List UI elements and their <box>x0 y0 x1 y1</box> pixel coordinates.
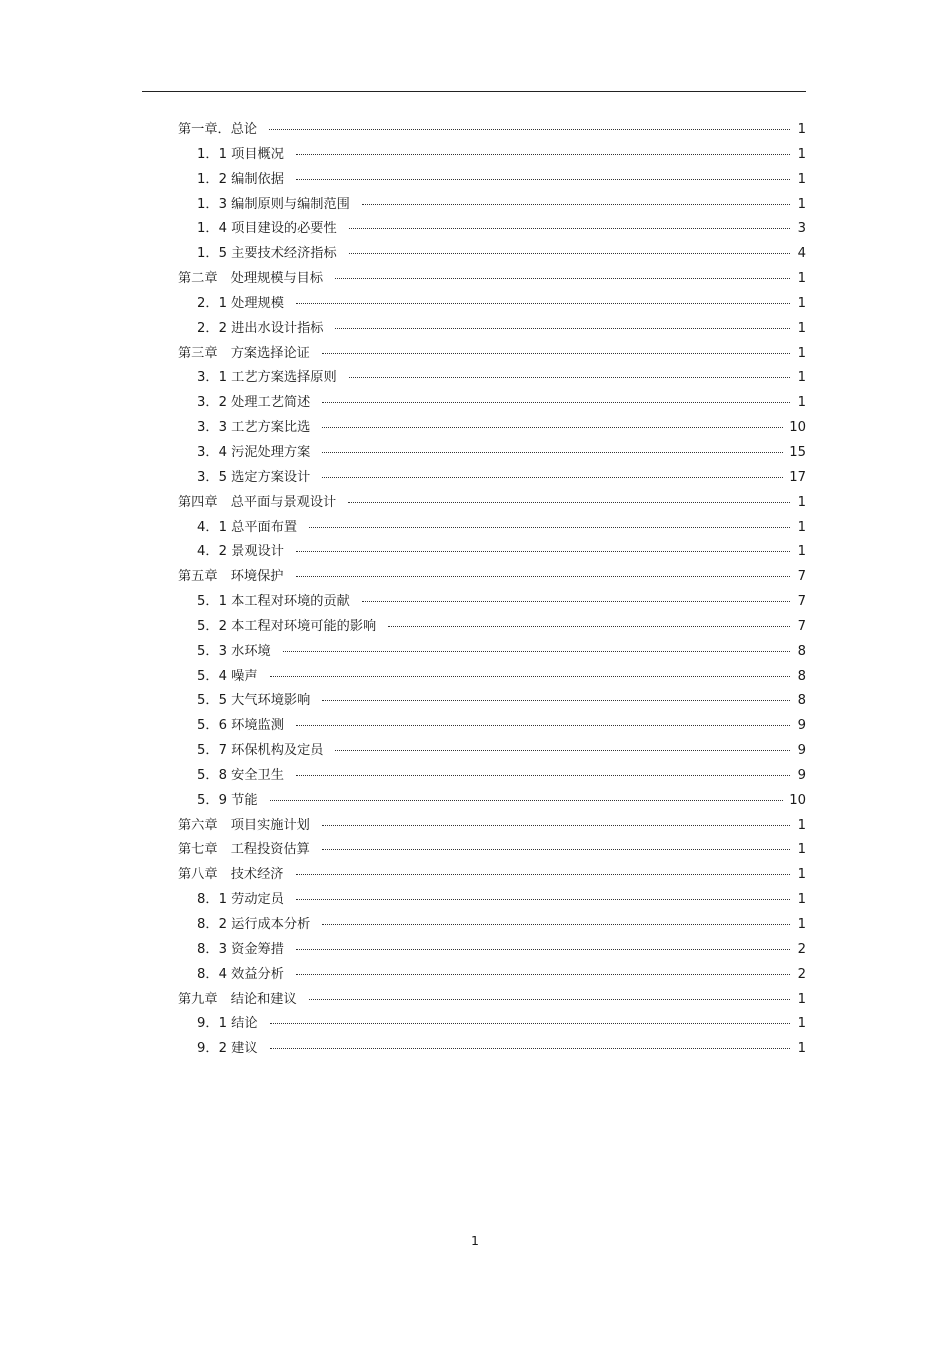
toc-dot-leader <box>309 999 790 1000</box>
toc-entry-page: 17 <box>789 469 806 485</box>
toc-section-entry[interactable] <box>178 441 806 466</box>
toc-entry-page: 1 <box>797 892 806 908</box>
toc-section-entry[interactable] <box>178 938 806 963</box>
toc-entry-label: 5．8 安全卫生 <box>197 767 284 783</box>
toc-section-entry[interactable] <box>178 1037 806 1062</box>
toc-entry-label: 1．4 项目建设的必要性 <box>197 221 337 237</box>
toc-entry-page: 9 <box>797 743 806 759</box>
toc-dot-leader <box>335 750 790 751</box>
toc-dot-leader <box>322 477 783 478</box>
toc-dot-leader <box>296 874 791 875</box>
toc-entry-page: 7 <box>797 569 806 585</box>
toc-entry-label: 第八章 技术经济 <box>178 867 284 883</box>
toc-section-entry[interactable] <box>178 714 806 739</box>
toc-dot-leader <box>283 651 790 652</box>
toc-entry-page: 1 <box>797 867 806 883</box>
toc-entry-label: 第九章 结论和建议 <box>178 991 297 1007</box>
toc-section-entry[interactable] <box>178 764 806 789</box>
toc-entry-page: 8 <box>797 643 806 659</box>
toc-section-entry[interactable] <box>178 739 806 764</box>
toc-entry-label: 5．3 水环境 <box>197 643 271 659</box>
toc-entry-label: 3．2 处理工艺简述 <box>197 395 311 411</box>
toc-section-entry[interactable] <box>178 540 806 565</box>
toc-section-entry[interactable] <box>178 193 806 218</box>
toc-entry-label: 4．2 景观设计 <box>197 544 284 560</box>
toc-entry-label: 第六章 项目实施计划 <box>178 817 310 833</box>
toc-entry-page: 10 <box>789 792 806 808</box>
toc-entry-page: 1 <box>797 196 806 212</box>
toc-dot-leader <box>322 402 790 403</box>
toc-entry-page: 7 <box>797 618 806 634</box>
toc-entry-label: 4．1 总平面布置 <box>197 519 298 535</box>
toc-section-entry[interactable] <box>178 665 806 690</box>
toc-dot-leader <box>296 725 790 726</box>
toc-section-entry[interactable] <box>178 317 806 342</box>
toc-entry-label: 2．2 进出水设计指标 <box>197 320 324 336</box>
toc-entry-label: 9．1 结论 <box>197 1016 258 1032</box>
toc-entry-label: 第七章 工程投资估算 <box>178 842 310 858</box>
toc-dot-leader <box>270 676 790 677</box>
toc-entry-label: 5．5 大气环境影响 <box>197 693 311 709</box>
toc-entry-page: 8 <box>797 693 806 709</box>
toc-dot-leader <box>296 179 790 180</box>
toc-dot-leader <box>349 377 790 378</box>
toc-chapter-entry[interactable] <box>178 838 806 863</box>
toc-entry-label: 3．3 工艺方案比选 <box>197 420 311 436</box>
toc-entry-page: 10 <box>789 420 806 436</box>
toc-entry-label: 5．1 本工程对环境的贡献 <box>197 594 350 610</box>
toc-dot-leader <box>270 1048 790 1049</box>
toc-entry-page: 3 <box>797 221 806 237</box>
toc-entry-page: 9 <box>797 767 806 783</box>
toc-dot-leader <box>296 576 791 577</box>
toc-entry-label: 3．5 选定方案设计 <box>197 469 311 485</box>
toc-chapter-entry[interactable] <box>178 814 806 839</box>
toc-entry-label: 5．2 本工程对环境可能的影响 <box>197 618 377 634</box>
toc-entry-label: 3．4 污泥处理方案 <box>197 444 311 460</box>
toc-section-entry[interactable] <box>178 1012 806 1037</box>
toc-dot-leader <box>269 129 790 130</box>
toc-entry-label: 1．1 项目概况 <box>197 146 284 162</box>
toc-dot-leader <box>322 924 790 925</box>
table-of-contents <box>178 118 806 1062</box>
toc-entry-page: 1 <box>797 519 806 535</box>
toc-dot-leader <box>296 899 790 900</box>
toc-dot-leader <box>322 353 790 354</box>
toc-section-entry[interactable] <box>178 366 806 391</box>
toc-dot-leader <box>270 800 784 801</box>
toc-entry-page: 2 <box>797 941 806 957</box>
toc-dot-leader <box>335 278 790 279</box>
toc-dot-leader <box>296 949 790 950</box>
toc-section-entry[interactable] <box>178 391 806 416</box>
toc-entry-page: 8 <box>797 668 806 684</box>
toc-entry-page: 7 <box>797 594 806 610</box>
toc-section-entry[interactable] <box>178 913 806 938</box>
toc-entry-label: 5．4 噪声 <box>197 668 258 684</box>
toc-entry-label: 5．6 环境监测 <box>197 718 284 734</box>
toc-dot-leader <box>322 825 790 826</box>
toc-section-entry[interactable] <box>178 416 806 441</box>
toc-section-entry[interactable] <box>178 789 806 814</box>
toc-dot-leader <box>296 974 790 975</box>
toc-entry-page: 1 <box>797 171 806 187</box>
toc-section-entry[interactable] <box>178 242 806 267</box>
toc-entry-page: 1 <box>797 295 806 311</box>
toc-dot-leader <box>322 427 783 428</box>
toc-chapter-entry[interactable] <box>178 267 806 292</box>
toc-entry-label: 1．5 主要技术经济指标 <box>197 246 337 262</box>
toc-entry-page: 1 <box>797 1041 806 1057</box>
toc-section-entry[interactable] <box>178 516 806 541</box>
toc-entry-label: 8．1 劳动定员 <box>197 892 284 908</box>
toc-dot-leader <box>296 775 790 776</box>
toc-entry-label: 8．3 资金筹措 <box>197 941 284 957</box>
toc-dot-leader <box>322 452 783 453</box>
toc-dot-leader <box>309 527 790 528</box>
toc-section-entry[interactable] <box>178 590 806 615</box>
toc-dot-leader <box>349 228 790 229</box>
toc-entry-label: 第五章 环境保护 <box>178 569 284 585</box>
header-rule <box>142 91 806 92</box>
toc-dot-leader <box>296 551 790 552</box>
toc-entry-page: 1 <box>797 544 806 560</box>
toc-entry-label: 第一章．总论 <box>178 122 258 137</box>
toc-dot-leader <box>322 849 790 850</box>
toc-section-entry[interactable] <box>178 640 806 665</box>
toc-dot-leader <box>270 1023 790 1024</box>
toc-entry-label: 5．7 环保机构及定员 <box>197 743 324 759</box>
toc-entry-page: 1 <box>797 991 806 1007</box>
toc-dot-leader <box>296 154 790 155</box>
toc-entry-label: 5．9 节能 <box>197 792 258 808</box>
toc-section-entry[interactable] <box>178 292 806 317</box>
toc-section-entry[interactable] <box>178 963 806 988</box>
toc-entry-page: 1 <box>797 817 806 833</box>
toc-chapter-entry[interactable] <box>178 565 806 590</box>
toc-entry-label: 8．2 运行成本分析 <box>197 917 311 932</box>
toc-section-entry[interactable] <box>178 466 806 491</box>
toc-entry-page: 9 <box>797 718 806 734</box>
toc-section-entry[interactable] <box>178 689 806 714</box>
toc-entry-page: 1 <box>797 842 806 858</box>
toc-dot-leader <box>348 502 790 503</box>
toc-section-entry[interactable] <box>178 888 806 913</box>
toc-entry-page: 1 <box>797 271 806 287</box>
toc-entry-page: 1 <box>797 146 806 162</box>
toc-entry-page: 1 <box>797 345 806 361</box>
toc-entry-page: 1 <box>797 494 806 510</box>
toc-dot-leader <box>362 601 790 602</box>
toc-dot-leader <box>335 328 790 329</box>
toc-section-entry[interactable] <box>178 168 806 193</box>
toc-entry-page: 1 <box>797 320 806 336</box>
toc-chapter-entry[interactable] <box>178 491 806 516</box>
page-number: 1 <box>471 1233 479 1248</box>
toc-entry-label: 9．2 建议 <box>197 1041 258 1057</box>
toc-entry-label: 8．4 效益分析 <box>197 966 284 982</box>
toc-section-entry[interactable] <box>178 615 806 640</box>
toc-section-entry[interactable] <box>178 143 806 168</box>
toc-dot-leader <box>296 303 790 304</box>
toc-entry-page: 15 <box>789 444 806 460</box>
toc-entry-page: 4 <box>797 246 806 262</box>
toc-entry-label: 第二章 处理规模与目标 <box>178 271 324 287</box>
toc-dot-leader <box>362 204 790 205</box>
toc-dot-leader <box>349 253 790 254</box>
toc-entry-page: 1 <box>797 122 806 137</box>
toc-dot-leader <box>388 626 790 627</box>
toc-entry-page: 1 <box>797 1016 806 1032</box>
toc-chapter-entry[interactable] <box>178 988 806 1013</box>
toc-section-entry[interactable] <box>178 217 806 242</box>
toc-chapter-entry[interactable] <box>178 342 806 367</box>
toc-chapter-entry[interactable] <box>178 118 806 143</box>
toc-entry-label: 1．2 编制依据 <box>197 171 284 187</box>
toc-dot-leader <box>322 700 790 701</box>
toc-entry-page: 1 <box>797 370 806 386</box>
toc-entry-page: 2 <box>797 966 806 982</box>
toc-entry-label: 第四章 总平面与景观设计 <box>178 494 337 510</box>
toc-entry-label: 第三章 方案选择论证 <box>178 345 310 361</box>
toc-entry-label: 3．1 工艺方案选择原则 <box>197 370 337 386</box>
toc-entry-page: 1 <box>797 917 806 932</box>
toc-chapter-entry[interactable] <box>178 863 806 888</box>
toc-entry-label: 1．3 编制原则与编制范围 <box>197 196 350 212</box>
toc-entry-label: 2．1 处理规模 <box>197 295 284 311</box>
toc-entry-page: 1 <box>797 395 806 411</box>
